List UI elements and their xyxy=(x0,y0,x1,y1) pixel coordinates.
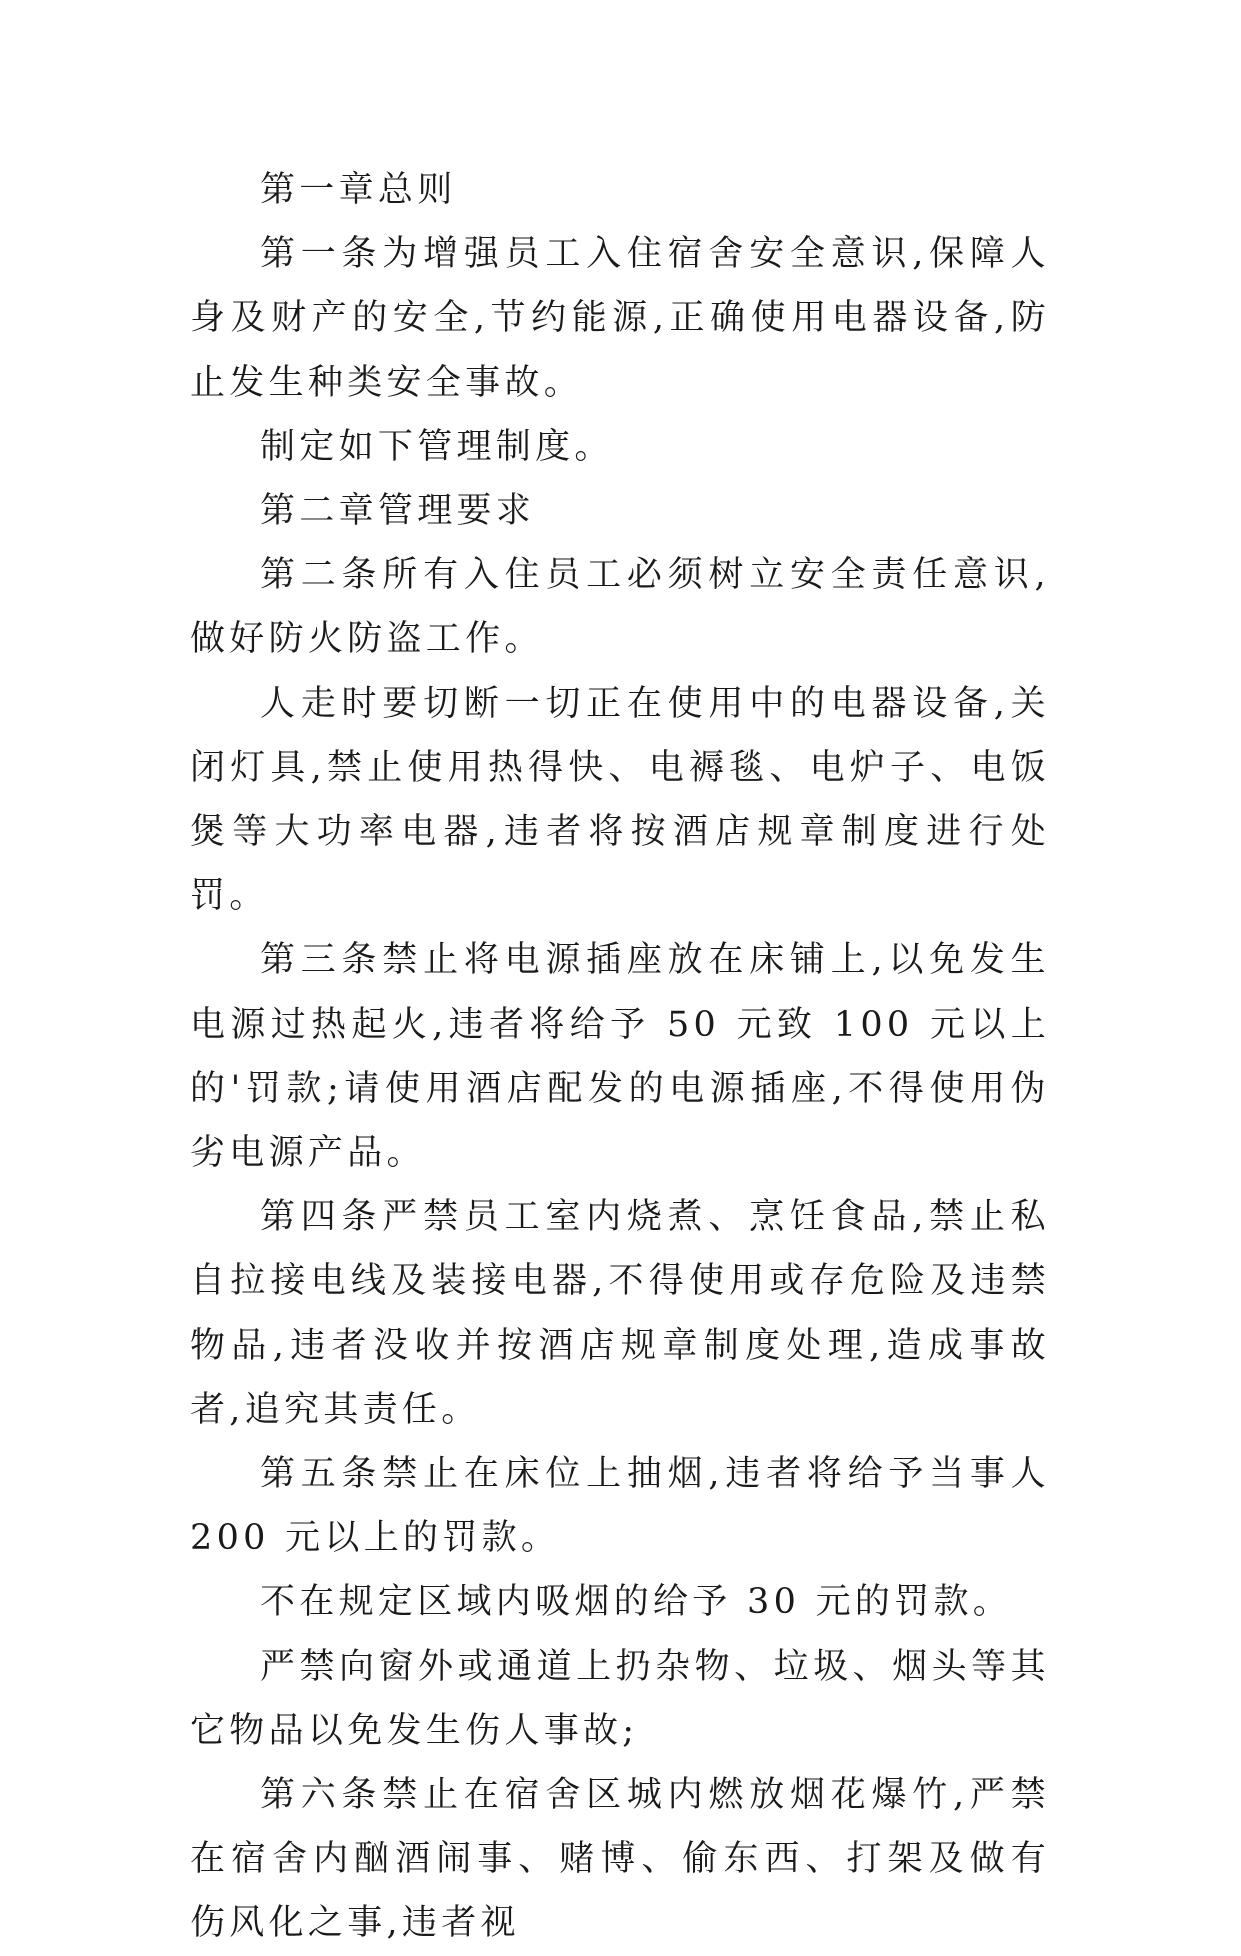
paragraph: 不在规定区域内吸烟的给予 30 元的罚款。 xyxy=(260,1582,1013,1623)
paragraph: 第五条禁止在床位上抽烟,违者将给予当事人 200 元以上的罚款。 xyxy=(190,1454,1050,1559)
chapter-heading: 第一章总则 xyxy=(260,170,457,210)
paragraph: 第三条禁止将电源插座放在床铺上,以免发生电源过热起火,违者将给予 50 元致 100 元以上的'罚款;请使用酒店配发的电源插座,不得使用伪劣电源产品。 xyxy=(190,940,1050,1174)
paragraph: 制定如下管理制度。 xyxy=(260,426,614,467)
document-body xyxy=(190,158,1050,1956)
paragraph: 第一条为增强员工入住宿舍安全意识,保障人身及财产的安全,节约能源,正确使用电器设备,防止发生种类安全事故。 xyxy=(190,234,1050,403)
paragraph: 人走时要切断一切正在使用中的电器设备,关闭灯具,禁止使用热得快、电褥毯、电炉子、电饭煲等大功率电器,违者将按酒店规章制度进行处罚。 xyxy=(190,683,1050,917)
paragraph: 第二条所有入住员工必须树立安全责任意识,做好防火防盗工作。 xyxy=(190,555,1050,660)
paragraph: 第六条禁止在宿舍区城内燃放烟花爆竹,严禁在宿舍内酗酒闹事、赌博、偷东西、打架及做有伤风化之事,违者视 xyxy=(190,1775,1050,1944)
paragraph: 严禁向窗外或通道上扔杂物、垃圾、烟头等其它物品以免发生伤人事故; xyxy=(190,1646,1050,1751)
paragraph: 第四条严禁员工室内烧煮、烹饪食品,禁止私自拉接电线及装接电器,不得使用或存危险及违禁物品,违者没收并按酒店规章制度处理,造成事故者,追究其责任。 xyxy=(190,1197,1050,1430)
chapter-heading: 第二章管理要求 xyxy=(260,491,536,532)
